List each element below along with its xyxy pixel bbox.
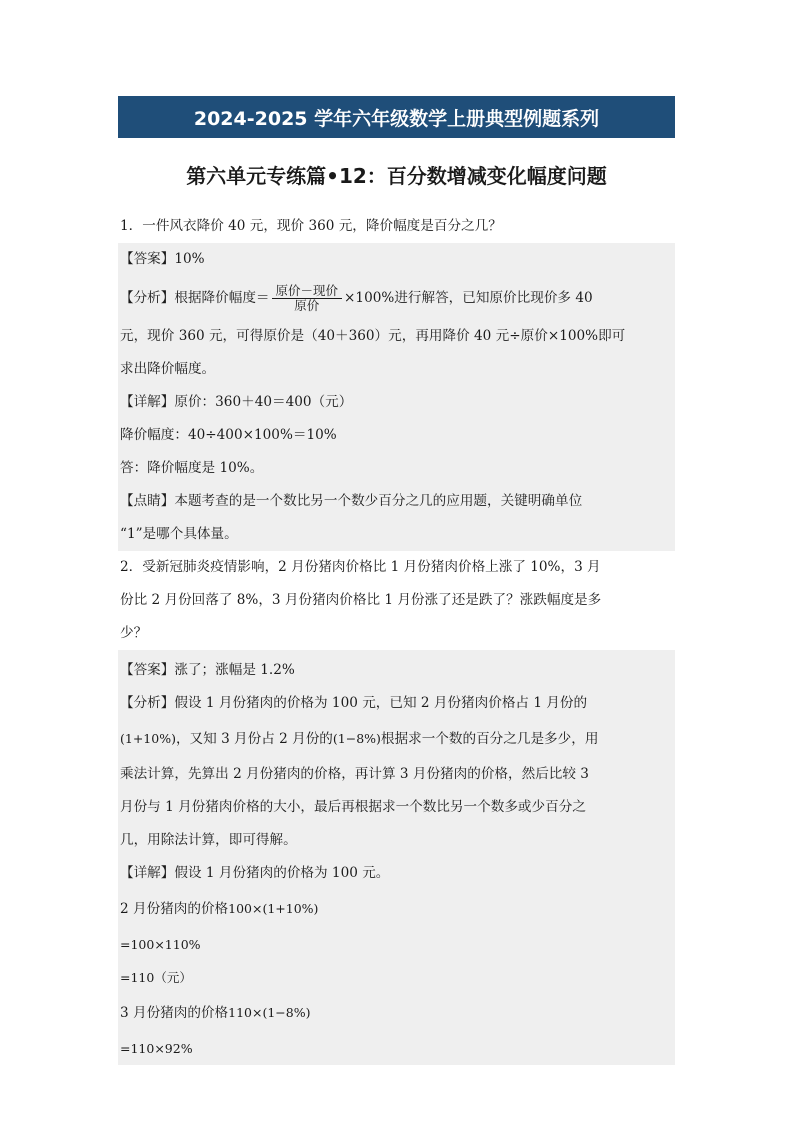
q2-answer: 【答案】涨了；涨幅是 1.2% xyxy=(120,662,295,678)
q1-analysis-line3: 求出降价幅度。 xyxy=(120,361,216,377)
q2-expr-mar-ratio: (1−8%) xyxy=(332,731,381,746)
q2-analysis-line5: 几，用除法计算，即可得解。 xyxy=(120,832,297,848)
fraction-denominator: 原价 xyxy=(294,297,320,313)
q2-mar-step1 xyxy=(118,1032,675,1065)
q2-feb-expression: 100×(1+10%) xyxy=(228,901,319,916)
q2-feb-label: 2 月份猪肉的价格 xyxy=(120,901,229,917)
q2-feb-step2 xyxy=(118,961,675,994)
q2-analysis-text-b: 根据求一个数的百分之几是多少，用 xyxy=(380,731,599,747)
q2-question-line1: 2．受新冠肺炎疫情影响，2 月份猪肉价格比 1 月份猪肉价格上涨了 10%，3 月 xyxy=(120,559,601,575)
q1-detail-line2: 降价幅度：40÷400×100%＝10% xyxy=(120,427,337,443)
q2-analysis-line3: 乘法计算，先算出 2 月份猪肉的价格，再计算 3 月份猪肉的价格，然后比较 3 xyxy=(120,766,589,782)
q2-mar-price-line xyxy=(118,994,675,1032)
q1-analysis-prefix: 【分析】根据降价幅度＝ xyxy=(120,290,270,306)
q1-detail-line1: 【详解】原价：360＋40＝400（元） xyxy=(120,394,353,410)
q2-feb-step2-text: =110（元） xyxy=(120,970,192,985)
q2-solution-block xyxy=(118,650,675,1065)
q2-mar-label: 3 月份猪肉的价格 xyxy=(120,1005,229,1021)
q1-analysis-line2: 元，现价 360 元，可得原价是（40＋360）元，再用降价 40 元÷原价×100%即可 xyxy=(120,328,626,344)
q2-question-line2: 份比 2 月份回落了 8%，3 月份猪肉价格比 1 月份涨了还是跌了？涨跌幅度是多 xyxy=(120,592,602,608)
fraction-numerator: 原价－现价 xyxy=(272,284,343,299)
q2-expr-feb-ratio: (1+10%) xyxy=(120,731,176,746)
q1-comment-line1: 【点睛】本题考查的是一个数比另一个数少百分之几的应用题，关键明确单位 xyxy=(120,493,583,509)
q2-question-line3: 少？ xyxy=(120,625,148,641)
document-body xyxy=(118,210,675,1065)
price-drop-fraction xyxy=(272,284,343,313)
series-banner: 2024-2025 学年六年级数学上册典型例题系列 xyxy=(118,96,675,138)
q1-detail-line3: 答：降价幅度是 10%。 xyxy=(120,460,264,476)
q2-feb-step1-text: =100×110% xyxy=(120,937,201,952)
q1-analysis-suffix: ×100%进行解答，已知原价比现价多 40 xyxy=(344,290,593,306)
q2-feb-price-line xyxy=(118,890,675,928)
q2-feb-step1 xyxy=(118,928,675,961)
q1-answer: 【答案】10% xyxy=(120,251,205,267)
q2-mar-expression: 110×(1−8%) xyxy=(228,1005,311,1020)
q1-comment-line2: “1”是哪个具体量。 xyxy=(120,526,238,542)
q1-analysis-line1 xyxy=(118,276,675,320)
q2-detail-line1: 【详解】假设 1 月份猪肉的价格为 100 元。 xyxy=(120,865,390,881)
q2-analysis-text-a: ，又知 3 月份占 2 月份的 xyxy=(175,731,333,747)
q2-analysis-line4: 月份与 1 月份猪肉价格的大小，最后再根据求一个数比另一个数多或少百分之 xyxy=(120,799,586,815)
q1-solution-block xyxy=(118,243,675,551)
q1-question: 1．一件风衣降价 40 元，现价 360 元，降价幅度是百分之几？ xyxy=(120,218,502,234)
q2-analysis-line2 xyxy=(118,720,675,758)
q2-analysis-line1: 【分析】假设 1 月份猪肉的价格为 100 元，已知 2 月份猪肉价格占 1 月份的 xyxy=(120,695,588,711)
q2-mar-step1-text: =110×92% xyxy=(120,1041,193,1056)
page-title: 第六单元专练篇•12：百分数增减变化幅度问题 xyxy=(186,164,607,188)
